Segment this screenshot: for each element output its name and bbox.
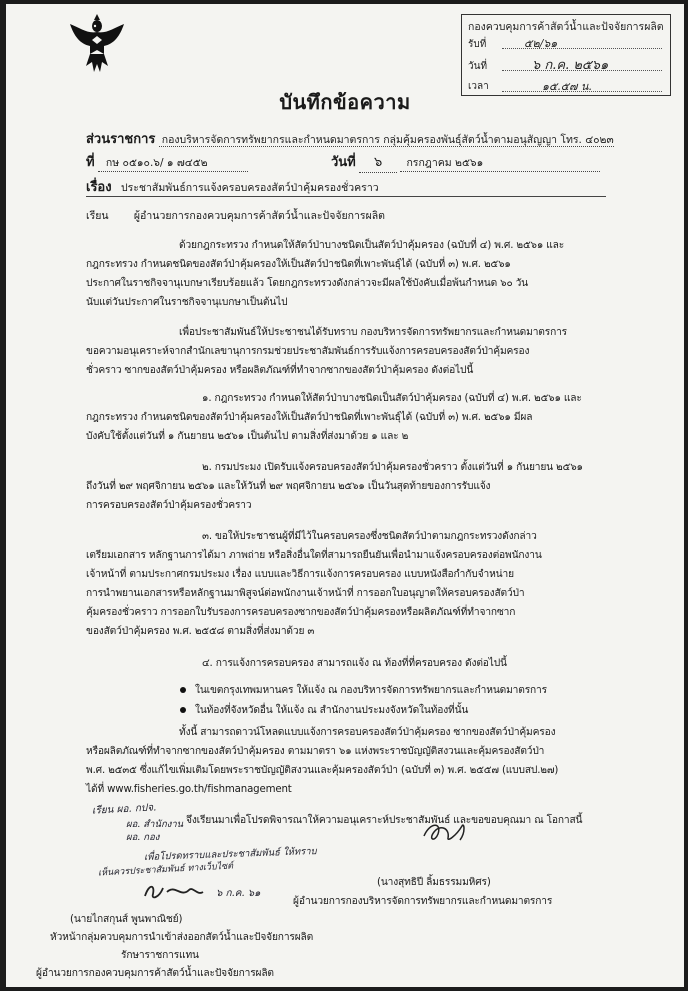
garuda-emblem-icon [68,14,126,74]
doc-number-label: ที่ [86,155,95,170]
p1-line-4: นับแต่วันประกาศในราชกิจจานุเบกษาเป็นต้นไป [86,297,288,308]
salutation-value: ผู้อำนวยการกองควบคุมการค้าสัตว์น้ำและปัจจัยการผลิต [133,210,385,222]
p5-line-4: การนำพยานเอกสารหรือหลักฐานมาพิสูจน์ต่อพนักงานเจ้าหน้าที่ การออกใบอนุญาตให้ครอบครองสัตว์ป่า [86,588,525,599]
stamp-recv-label: รับที่ [468,39,487,50]
p7-line-4: ได้ที่ www.fisheries.go.th/fishmanagement [86,784,292,795]
p2-line-2: ขอความอนุเคราะห์จากสำนักเลขานุการกรมช่วยประชาสัมพันธ์การรับแจ้งการครอบครองสัตว์ป่าคุ้มครอง [86,346,530,357]
bullet-text-1: ในเขตกรุงเทพมหานคร ให้แจ้ง ณ กองบริหารจัดการทรัพยากรและกำหนดมาตรการ [195,685,547,696]
p7-line-1: ทั้งนี้ สามารถดาวน์โหลดแบบแจ้งการครอบครองสัตว์ป่าคุ้มครอง ซากของสัตว์ป่าคุ้มครอง [179,727,556,738]
p3-line-1: ๑. กฎกระทรวง กำหนดให้สัตว์ป่าบางชนิดเป็นสัตว์ป่าคุ้มครอง (ฉบับที่ ๔) พ.ศ. ๒๕๖๑ และ [202,393,582,404]
receiving-stamp [461,14,671,96]
p6-line: ๔. การแจ้งการครอบครอง สามารถแจ้ง ณ ท้องที่ที่ครอบครอง ดังต่อไปนี้ [202,658,507,669]
date-label: วันที่ [331,155,356,170]
date-day: ๖ [359,151,397,173]
p4-line-3: การครอบครองสัตว์ป่าคุ้มครองชั่วคราว [86,500,252,511]
closing-line: จึงเรียนมาเพื่อโปรดพิจารณาให้ความอนุเคราะห์ประชาสัมพันธ์ และขอขอบคุณมา ณ โอกาสนี้ [186,815,583,826]
stamp-date-value: ๖ ก.ค. ๒๕๖๑ [532,58,609,73]
signer-name: (นางสุทธิปี ลิ้มธรรมมหิศร) [377,877,491,888]
approver-position-2: รักษาราชการแทน [121,950,199,961]
p2-line-1: เพื่อประชาสัมพันธ์ให้ประชาชนได้รับทราบ กองบริหารจัดการทรัพยากรและกำหนดมาตรการ [179,327,567,338]
handwritten-date: ๖ ก.ค. ๖๑ [216,888,261,899]
subject-line [86,176,575,197]
p5-line-1: ๓. ขอให้ประชาชนผู้ที่มีไว้ในครอบครองซึ่งชนิดสัตว์ป่าตามกฎกระทรวงดังกล่าว [202,531,537,542]
handwritten-note-2: ผอ. สำนักงาน [126,819,184,830]
bullet-icon [180,687,186,693]
doc-number-line [86,151,248,172]
subject-value: ประชาสัมพันธ์การแจ้งครอบครองสัตว์ป่าคุ้มครองชั่วคราว [115,179,575,197]
agency-value: กองบริหารจัดการทรัพยากรและกำหนดมาตรการ กลุ่มคุ้มครองพันธุ์สัตว์น้ำตามอนุสัญญา โทร. ๔๐๒๓ [159,134,614,147]
handwritten-note-1: เรียน ผอ. กปจ. [91,802,157,817]
handwritten-note-5: เห็นควรประชาสัมพันธ์ ทางเว็บไซต์ [97,861,234,879]
subject-label: เรื่อง [86,180,112,195]
p5-line-2: เตรียมเอกสาร หลักฐานการได้มา ภาพถ่าย หรือสิ่งอื่นใดที่สามารถยืนยันเพื่อนำมาแจ้งครอบครองต่อพนักงาน [86,550,542,561]
agency-label: ส่วนราชการ [86,132,156,147]
agency-line [86,128,614,149]
p3-line-3: บังคับใช้ตั้งแต่วันที่ ๑ กันยายน ๒๕๖๑ เป็นต้นไป ตามสิ่งที่ส่งมาด้วย ๑ และ ๒ [86,431,409,442]
p4-line-2: ถึงวันที่ ๒๙ พฤศจิกายน ๒๕๖๑ และให้วันที่ ๒๙ พฤศจิกายน ๒๕๖๑ เป็นวันสุดท้ายของการรับแจ้ง [86,481,491,492]
p1-line-3: ประกาศในราชกิจจานุเบกษาเรียบร้อยแล้ว โดยกฎกระทรวงดังกล่าวจะมีผลใช้บังคับเมื่อพ้นกำหนด ๖๐ วัน [86,278,528,289]
approver-position-1: หัวหน้ากลุ่มควบคุมการนำเข้าส่งออกสัตว์น้ำและปัจจัยการผลิต [50,932,314,943]
p3-line-2: กฎกระทรวง กำหนดชนิดของสัตว์ป่าคุ้มครองให้เป็นสัตว์ป่าชนิดที่เพาะพันธุ์ได้ (ฉบับที่ ๓) พ.ศ. ๒๕๖๑ มีผล [86,412,533,423]
approver-signature [141,880,211,902]
p7-line-2: หรือผลิตภัณฑ์ที่ทำจากซากของสัตว์ป่าคุ้มครอง ตามมาตรา ๖๑ แห่งพระราชบัญญัติสงวนและคุ้มครองสัตว์ป่า [86,746,545,757]
handwritten-note-3: ผอ. กอง [126,832,160,843]
stamp-recv-no: ๕๒/๖๑ [524,37,558,50]
bullet-item-2 [180,702,468,719]
director-signature [420,818,470,846]
bullet-item-1 [180,682,547,699]
stamp-time-label: เวลา [468,81,489,92]
approver-position-3: ผู้อำนวยการกองควบคุมการค้าสัตว์น้ำและปัจจัยการผลิต [36,968,274,979]
salutation-label: เรียน [86,210,109,222]
stamp-date-label: วันที่ [468,61,488,72]
bullet-text-2: ในท้องที่จังหวัดอื่น ให้แจ้ง ณ สำนักงานประมงจังหวัดในท้องที่นั้น [195,705,469,716]
p5-line-6: ของสัตว์ป่าคุ้มครอง พ.ศ. ๒๕๕๘ ตามสิ่งที่ส่งมาด้วย ๓ [86,626,315,637]
p2-line-3: ชั่วคราว ซากของสัตว์ป่าคุ้มครอง หรือผลิตภัณฑ์ที่ทำจากซากของสัตว์ป่าคุ้มครอง ดังต่อไปนี้ [86,365,474,376]
stamp-time-value: ๑๕.๕๗ น. [542,80,592,93]
bullet-icon [180,707,186,713]
date-month-year: กรกฎาคม ๒๕๖๑ [400,154,600,172]
signer-position: ผู้อำนวยการกองบริหารจัดการทรัพยากรและกำหนดมาตรการ [293,896,553,907]
approver-name: (นายไกสกุนส์ พูนพาณิชย์) [70,914,183,925]
date-line [331,151,600,173]
stamp-org: กองควบคุมการค้าสัตว์น้ำและปัจจัยการผลิต [468,21,664,33]
p7-line-3: พ.ศ. ๒๕๓๕ ซึ่งแก้ไขเพิ่มเติมโดยพระราชบัญญัติสงวนและคุ้มครองสัตว์ป่า (ฉบับที่ ๓) พ.ศ. ๒๕๕๗ (แบบสป.๒๗) [86,765,559,776]
memo-page [6,4,684,987]
p1-line-1: ด้วยกฎกระทรวง กำหนดให้สัตว์ป่าบางชนิดเป็นสัตว์ป่าคุ้มครอง (ฉบับที่ ๔) พ.ศ. ๒๕๖๑ และ [179,240,565,251]
doc-number-value: กษ ๐๕๑๐.๖/ ๑ ๗๔๕๒ [98,154,248,172]
p4-line-1: ๒. กรมประมง เปิดรับแจ้งครอบครองสัตว์ป่าคุ้มครองชั่วคราว ตั้งแต่วันที่ ๑ กันยายน ๒๕๖๑ [202,462,583,473]
p1-line-2: กฎกระทรวง กำหนดชนิดของสัตว์ป่าคุ้มครองให้เป็นสัตว์ป่าชนิดที่เพาะพันธุ์ได้ (ฉบับที่ ๓) พ.ศ. ๒๕๖๑ [86,259,511,270]
salutation [86,207,385,224]
p5-line-5: คุ้มครองชั่วคราว การออกใบรับรองการครอบครองซากของสัตว์ป่าคุ้มครองหรือผลิตภัณฑ์ที่ทำจากซาก [86,607,516,618]
handwritten-note-4: เพื่อโปรดทราบและประชาสัมพันธ์ ให้ทราบ [143,845,317,864]
p5-line-3: เจ้าหน้าที่ ตามประกาศกรมประมง เรื่อง แบบและวิธีการแจ้งการครอบครอง แบบหนังสือกำกับจำหน่าย [86,569,514,580]
page-title: บันทึกข้อความ [279,90,411,114]
